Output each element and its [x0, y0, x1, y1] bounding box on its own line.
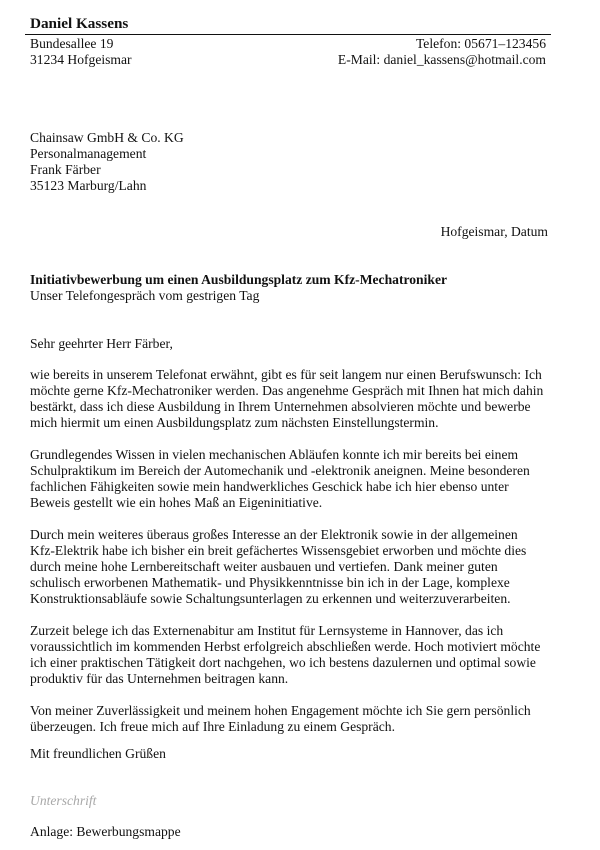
header-divider	[25, 34, 551, 35]
place-date: Hofgeismar, Datum	[440, 224, 548, 239]
signature-placeholder: Unterschrift	[30, 793, 97, 808]
salutation: Sehr geehrter Herr Färber,	[30, 336, 173, 351]
body-line: schulisch erworbenen Mathematik- und Physikkenntnisse bin ich in der Lage, komplexe	[30, 575, 510, 590]
letter-body	[30, 367, 550, 751]
sender-city: 31234 Hofgeismar	[30, 52, 132, 67]
closing: Mit freundlichen Grüßen	[30, 746, 166, 761]
sender-street: Bundesallee 19	[30, 36, 114, 51]
subject-block	[30, 272, 447, 304]
recipient-address	[30, 130, 184, 194]
body-line: fachlichen Fähigkeiten sowie mein handwerkliches Geschick habe ich hier ebenso unter	[30, 479, 509, 494]
recipient-company: Chainsaw GmbH & Co. KG	[30, 130, 184, 145]
subject-title: Initiativbewerbung um einen Ausbildungsplatz zum Kfz-Mechatroniker	[30, 272, 448, 287]
recipient-person: Frank Färber	[30, 162, 101, 177]
body-line: voraussichtlich im kommenden Herbst erfolgreich abschließen werde. Hoch motiviert möchte	[30, 639, 541, 654]
subject-reference: Unser Telefongespräch vom gestrigen Tag	[30, 288, 260, 303]
body-line: überzeugen. Ich freue mich auf Ihre Einladung zu einem Gespräch.	[30, 719, 395, 734]
recipient-city: 35123 Marburg/Lahn	[30, 178, 147, 193]
body-line: Von meiner Zuverlässigkeit und meinem hohen Engagement möchte ich Sie gern persönlich	[30, 703, 531, 718]
sender-email: E-Mail: daniel_kassens@hotmail.com	[337, 52, 546, 67]
body-line: bestärkt, dass ich diese Ausbildung in Ihrem Unternehmen absolvieren möchte und bewerbe	[30, 399, 531, 414]
body-line: ich einer praktischen Tätigkeit dort nachgehen, wo ich bestens dazulernen und optimal sowie	[30, 655, 536, 670]
body-line: Durch mein weiteres überaus großes Interesse an der Elektronik sowie in der allgemeinen	[30, 527, 518, 542]
body-line: wie bereits in unserem Telefonat erwähnt, gibt es für seit langem nur einen Berufswunsch: Ich	[30, 367, 542, 382]
body-line: möchte gerne Kfz-Mechatroniker werden. Das angenehme Gespräch mit Ihnen hat mich dahin	[30, 383, 544, 398]
body-line: mich hiermit um einen Ausbildungsplatz zum nächsten Einstellungstermin.	[30, 415, 439, 430]
body-paragraph	[30, 367, 550, 431]
enclosure: Anlage: Bewerbungsmappe	[30, 824, 181, 839]
sender-contact	[338, 36, 546, 68]
body-line: Beweis gestellt wie ein hohes Maß an Eigeninitiative.	[30, 495, 323, 510]
body-line: Schulpraktikum im Bereich der Automechanik und -elektronik aneignen. Meine besonderen	[30, 463, 530, 478]
body-paragraph	[30, 623, 550, 687]
body-paragraph	[30, 447, 550, 511]
recipient-department: Personalmanagement	[30, 146, 147, 161]
body-line: produktiv für das Unternehmen beitragen kann.	[30, 671, 289, 686]
sender-phone: Telefon: 05671–123456	[415, 36, 546, 51]
body-line: Konstruktionsabläufe sowie Schaltungsunterlagen zu erkennen und weiterzuverarbeiten.	[30, 591, 511, 606]
body-line: Zurzeit belege ich das Externenabitur am Institut für Lernsysteme in Hannover, das ich	[30, 623, 504, 638]
body-line: Kfz-Elektrik habe ich bisher ein breit gefächertes Wissensgebiet erworben und möchte dies	[30, 543, 527, 558]
body-paragraph	[30, 527, 550, 607]
sender-address	[30, 36, 132, 68]
body-line: durch meine hohe Lernbereitschaft weiter ausbauen und vertiefen. Dank meiner guten	[30, 559, 498, 574]
body-line: Grundlegendes Wissen in vielen mechanischen Abläufen konnte ich mir bereits bei einem	[30, 447, 519, 462]
body-paragraph	[30, 703, 550, 735]
sender-name: Daniel Kassens	[30, 15, 129, 32]
